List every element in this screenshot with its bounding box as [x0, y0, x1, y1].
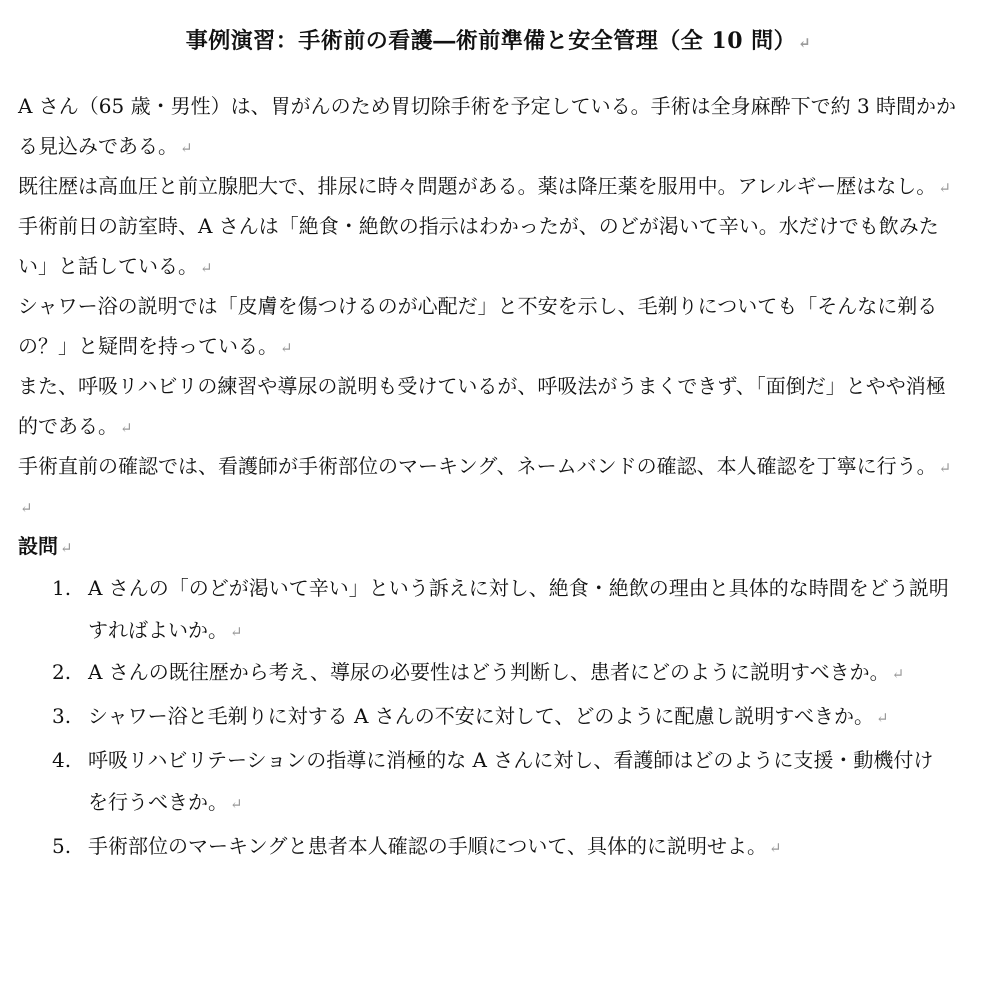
paragraph-mark-icon: ↵	[230, 795, 243, 813]
paragraph-mark-icon: ↵	[798, 34, 812, 52]
case-line	[18, 446, 983, 488]
question-line	[88, 568, 983, 608]
question-text: 手術部位のマーキングと患者本人確認の手順について、具体的に説明せよ。	[88, 834, 767, 858]
questions-heading	[18, 526, 73, 568]
paragraph-mark-icon: ↵	[180, 139, 193, 157]
case-text: 手術前日の訪室時、A さんは「絶食・絶飲の指示はわかったが、のどが渇いて辛い。水だけでも飲みた	[18, 214, 939, 238]
paragraph-mark-icon: ↵	[938, 179, 951, 197]
document-title	[0, 24, 997, 55]
question-number: 1.	[52, 576, 72, 600]
case-line	[18, 206, 983, 246]
question-number: 2.	[52, 660, 72, 684]
paragraph-mark-icon: ↵	[230, 623, 243, 641]
question-text: A さんの既往歴から考え、導尿の必要性はどう判断し、患者にどのように説明すべきか。	[88, 660, 890, 684]
paragraph-mark-icon: ↵	[769, 839, 782, 857]
question-line	[88, 740, 983, 780]
question-line	[88, 782, 983, 824]
case-text: 既往歴は高血圧と前立腺肥大で、排尿に時々問題がある。薬は降圧薬を服用中。アレルギー歴はなし。	[18, 174, 937, 198]
paragraph-mark-icon: ↵	[60, 539, 73, 557]
heading-text: 設問	[18, 534, 58, 558]
case-text: 手術直前の確認では、看護師が手術部位のマーキング、ネームバンドの確認、本人確認を丁寧に行う。	[18, 454, 937, 478]
case-text: い」と話している。	[18, 254, 198, 278]
paragraph-mark-icon: ↵	[200, 259, 213, 277]
case-line	[18, 86, 983, 126]
question-line	[88, 652, 983, 694]
case-text: また、呼吸リハビリの練習や導尿の説明も受けているが、呼吸法がうまくできず、「面倒だ」とやや消極	[18, 374, 946, 398]
case-text: 的である。	[18, 414, 118, 438]
paragraph-mark-icon: ↵	[938, 459, 952, 477]
question-line	[88, 610, 983, 652]
paragraph-mark-icon: ↵	[280, 339, 293, 357]
case-line	[18, 126, 983, 168]
question-text: すればよいか。	[88, 618, 228, 642]
case-line	[18, 166, 983, 208]
question-text: 呼吸リハビリテーションの指導に消極的な A さんに対し、看護師はどのように支援・動機付け	[88, 748, 934, 772]
question-number: 5.	[52, 834, 72, 858]
paragraph-mark-icon: ↵	[120, 419, 133, 437]
case-line	[18, 406, 983, 448]
case-text: A さん（65 歳・男性）は、胃がんのため胃切除手術を予定している。手術は全身麻酔下で約 3 時間かか	[18, 94, 957, 118]
title-text: 事例演習：手術前の看護―術前準備と安全管理（全 10 問）	[185, 28, 797, 54]
question-number: 4.	[52, 748, 72, 772]
question-text: シャワー浴と毛剃りに対する A さんの不安に対して、どのように配慮し説明すべきか。	[88, 704, 874, 728]
question-line	[88, 826, 983, 868]
question-text: を行うべきか。	[88, 790, 228, 814]
case-text: る見込みである。	[18, 134, 178, 158]
question-line	[88, 696, 983, 738]
case-line	[18, 246, 983, 288]
paragraph-mark-icon: ↵	[875, 709, 889, 727]
empty-line	[18, 486, 983, 528]
paragraph-mark-icon: ↵	[20, 499, 33, 517]
question-number: 3.	[52, 704, 72, 728]
case-line	[18, 366, 983, 406]
case-text: シャワー浴の説明では「皮膚を傷つけるのが心配だ」と不安を示し、毛剃りについても「そんなに剃る	[18, 294, 938, 318]
question-text: A さんの「のどが渇いて辛い」という訴えに対し、絶食・絶飲の理由と具体的な時間をどう説明	[88, 576, 949, 600]
case-line	[18, 286, 983, 326]
case-text: の？」と疑問を持っている。	[18, 334, 278, 358]
paragraph-mark-icon: ↵	[891, 665, 905, 683]
case-line	[18, 326, 983, 368]
